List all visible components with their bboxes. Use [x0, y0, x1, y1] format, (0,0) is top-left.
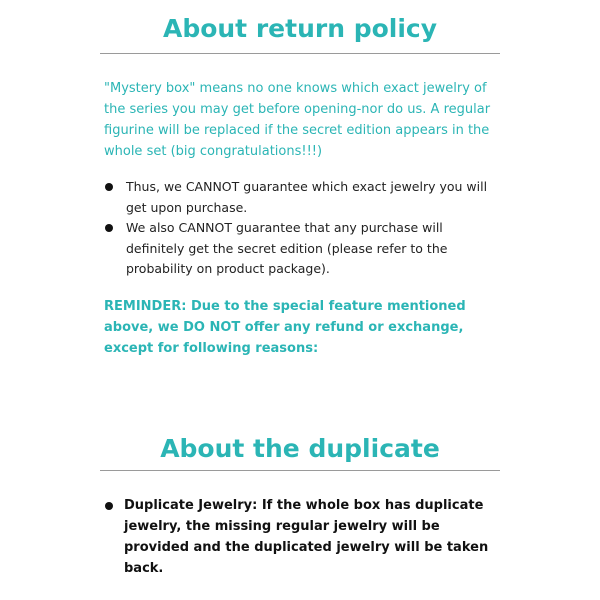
list-item-text: Thus, we CANNOT guarantee which exact jewelry you will get upon purchase. [126, 179, 488, 215]
duplicate-divider [100, 470, 500, 471]
bullet-dot-icon [105, 183, 113, 191]
return-policy-title: About return policy [162, 14, 438, 43]
return-policy-divider [100, 53, 500, 54]
list-item [104, 177, 504, 218]
return-policy-intro: "Mystery box" means no one knows which exact jewelry of the series you may get before opening-nor do us. A regular figurine will be replaced if the secret edition appears in the whole set (big congratulations!!!) [104, 81, 491, 159]
list-item-text: Duplicate Jewelry: If the whole box has duplicate jewelry, the missing regular jewelry will be provided and the duplicated jewelry will be taken back. [124, 498, 489, 576]
list-item-text: We also CANNOT guarantee that any purchase will definitely get the secret edition (please refer to the probability on product package). [126, 220, 448, 276]
reminder-paragraph [104, 296, 504, 359]
return-policy-bullet-list [104, 177, 504, 280]
reminder-label: REMINDER: [104, 299, 187, 314]
bullet-dot-icon [105, 224, 113, 232]
list-item [104, 495, 504, 579]
duplicate-title: About the duplicate [160, 434, 440, 463]
bullet-dot-icon [105, 502, 113, 510]
duplicate-bullet-list [104, 495, 504, 579]
reminder-text: Due to the special feature mentioned above, we DO NOT offer any refund or exchange, except for following reasons: [104, 299, 466, 356]
list-item [104, 218, 504, 280]
